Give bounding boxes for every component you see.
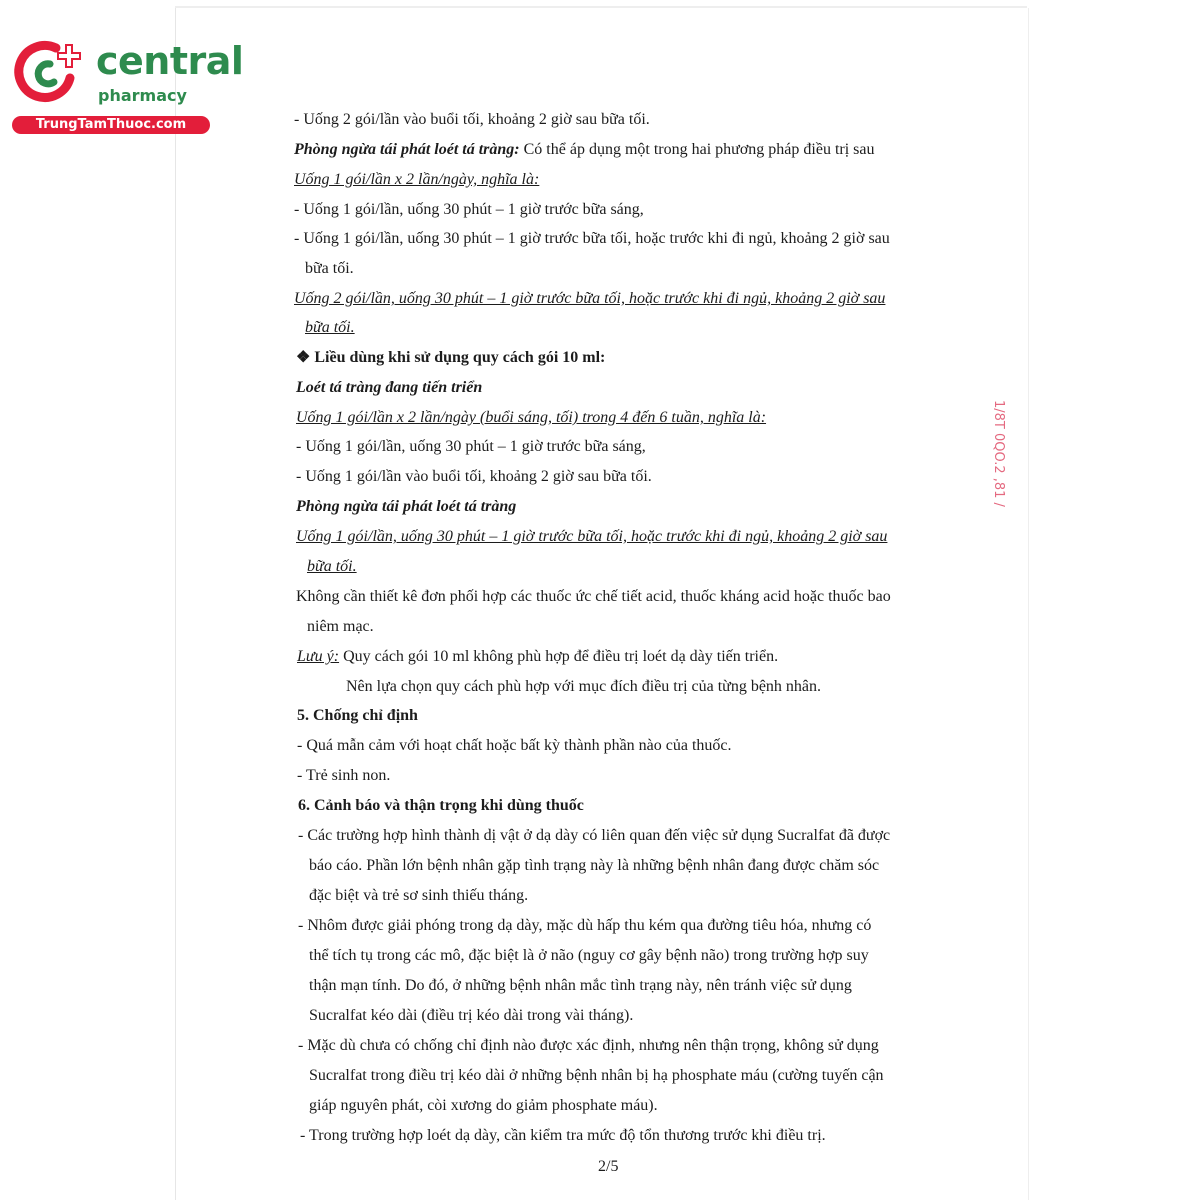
logo-website-tag: TrungTamThuoc.com: [12, 116, 210, 134]
section-heading: 6. Cảnh báo và thận trọng khi dùng thuốc: [298, 797, 584, 814]
text-line: Uống 1 gói/lần, uống 30 phút – 1 giờ trước bữa tối, hoặc trước khi đi ngủ, khoảng 2 giờ sau: [296, 528, 888, 545]
text-line: - Uống 1 gói/lần, uống 30 phút – 1 giờ trước bữa tối, hoặc trước khi đi ngủ, khoảng 2 giờ sau: [294, 230, 890, 247]
text-line: - Uống 1 gói/lần vào buổi tối, khoảng 2 giờ sau bữa tối.: [296, 468, 652, 485]
text-line: Phòng ngừa tái phát loét tá tràng: [296, 498, 517, 515]
text-line: niêm mạc.: [307, 618, 374, 635]
text-line: giáp nguyên phát, còi xương do giảm phosphate máu).: [309, 1097, 658, 1114]
text-line: Loét tá tràng đang tiến triển: [296, 379, 483, 396]
text-line: bữa tối.: [305, 260, 354, 277]
text-line: đặc biệt và trẻ sơ sinh thiếu tháng.: [309, 887, 529, 904]
text-line: Uống 1 gói/lần x 2 lần/ngày, nghĩa là:: [294, 171, 540, 188]
inline-heading: Phòng ngừa tái phát loét tá tràng:: [294, 141, 520, 158]
page-number: 2/5: [598, 1158, 619, 1175]
section-subheading: ❖ Liều dùng khi sử dụng quy cách gói 10 ml:: [296, 349, 606, 366]
text-line: thể tích tụ trong các mô, đặc biệt là ở não (nguy cơ gây bệnh não) trong trường hợp suy: [309, 947, 869, 964]
red-stamp-text: 1/8T 0QO.2 ,81 /: [991, 400, 1006, 507]
note-label: Lưu ý:: [297, 648, 340, 665]
central-pharmacy-logo: [10, 38, 244, 138]
text-line: Sucralfat kéo dài (điều trị kéo dài trong vài tháng).: [309, 1007, 634, 1024]
text-line: [297, 647, 778, 667]
section-heading: 5. Chống chỉ định: [297, 707, 418, 724]
text-line: - Uống 1 gói/lần, uống 30 phút – 1 giờ trước bữa sáng,: [294, 201, 644, 218]
text-line: bữa tối.: [307, 558, 357, 575]
text-line: Không cần thiết kê đơn phối hợp các thuốc ức chế tiết acid, thuốc kháng acid hoặc thuốc bao: [296, 588, 891, 605]
pharmacy-cross-logo-icon: [10, 38, 90, 110]
text-line: - Quá mẫn cảm với hoạt chất hoặc bất kỳ thành phần nào của thuốc.: [297, 737, 732, 754]
text-line: - Uống 1 gói/lần, uống 30 phút – 1 giờ trước bữa sáng,: [296, 438, 646, 455]
text-line: Uống 2 gói/lần, uống 30 phút – 1 giờ trước bữa tối, hoặc trước khi đi ngủ, khoảng 2 giờ sau: [294, 290, 886, 307]
text-line: - Các trường hợp hình thành dị vật ở dạ dày có liên quan đến việc sử dụng Sucralfat đã được: [298, 827, 891, 844]
text-line: bữa tối.: [305, 319, 355, 336]
text-line: - Uống 2 gói/lần vào buổi tối, khoảng 2 giờ sau bữa tối.: [294, 111, 650, 128]
logo-brand-name: central: [96, 39, 244, 83]
text-line: - Trẻ sinh non.: [297, 767, 391, 784]
text-line: - Trong trường hợp loét dạ dày, cần kiểm tra mức độ tổn thương trước khi điều trị.: [300, 1127, 826, 1144]
text-line: báo cáo. Phần lớn bệnh nhân gặp tình trạng này là những bệnh nhân đang được chăm sóc: [309, 857, 880, 874]
logo-brand-sub: pharmacy: [98, 86, 187, 105]
text-line: [294, 140, 874, 160]
text-line: - Mặc dù chưa có chống chỉ định nào được xác định, nhưng nên thận trọng, không sử dụng: [298, 1037, 879, 1054]
text-line: Sucralfat trong điều trị kéo dài ở những bệnh nhân bị hạ phosphate máu (cường tuyến cận: [309, 1067, 884, 1084]
text-line: - Nhôm được giải phóng trong dạ dày, mặc dù hấp thu kém qua đường tiêu hóa, nhưng có: [298, 917, 872, 934]
inline-text: Có thể áp dụng một trong hai phương pháp điều trị sau: [519, 141, 875, 158]
text-line: thận mạn tính. Do đó, ở những bệnh nhân mắc tình trạng này, nên tránh việc sử dụng: [309, 977, 852, 994]
text-line: Uống 1 gói/lần x 2 lần/ngày (buổi sáng, tối) trong 4 đến 6 tuần, nghĩa là:: [296, 409, 767, 426]
note-text: Quy cách gói 10 ml không phù hợp để điều trị loét dạ dày tiến triển.: [339, 648, 779, 665]
text-line: Nên lựa chọn quy cách phù hợp với mục đích điều trị của từng bệnh nhân.: [346, 678, 822, 695]
